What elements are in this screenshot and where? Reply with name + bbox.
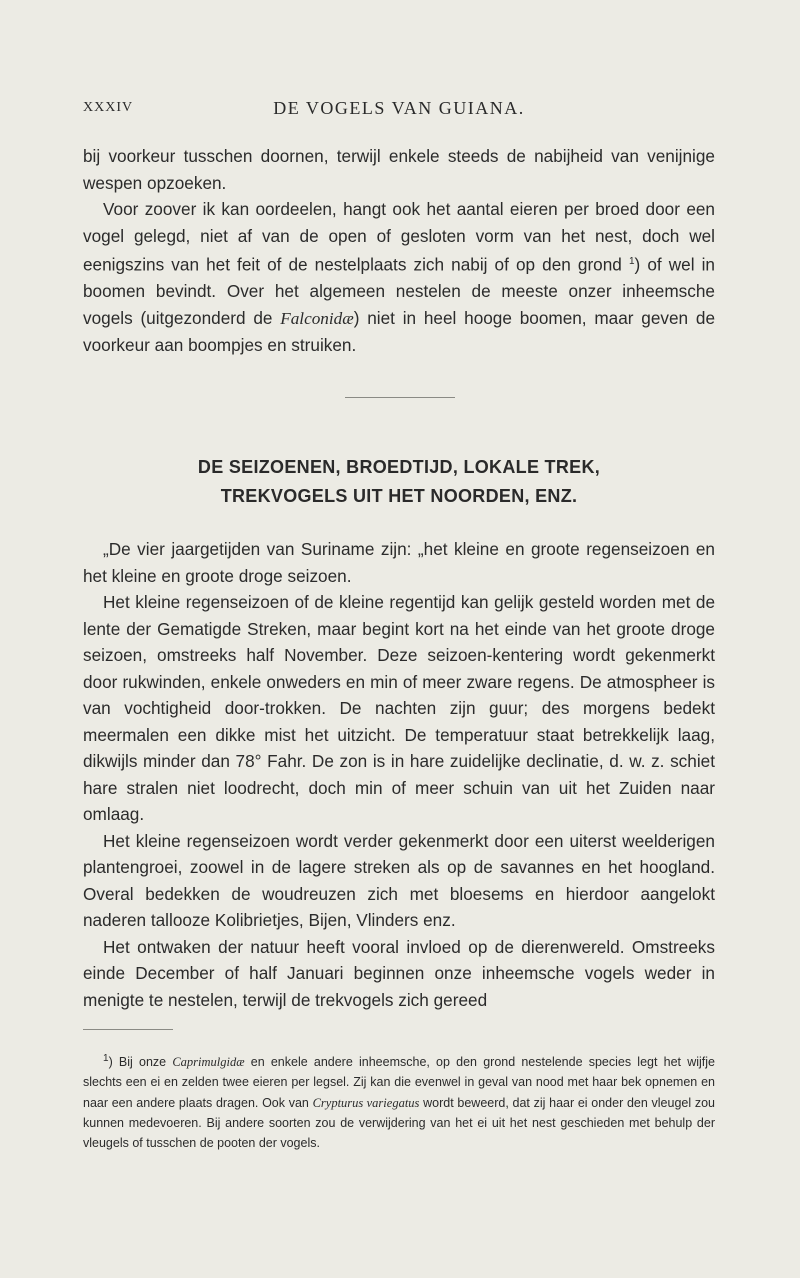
- paragraph: „De vier jaargetijden van Suriname zijn: „het kleine en groote regenseizoen en het kleine en groote droge seizoen.: [83, 539, 715, 586]
- running-title: DE VOGELS VAN GUIANA.: [273, 98, 525, 118]
- paragraph-nesting: [83, 196, 715, 359]
- footnote-rule: [83, 1029, 173, 1030]
- footnote: [83, 1049, 715, 1153]
- paragraph-continuation: bij voorkeur tusschen doornen, terwijl enkele steeds de nabijheid van venijnige wespen opzoeken.: [83, 146, 715, 193]
- paragraph: Het kleine regenseizoen wordt verder gekenmerkt door een uiterst weelderigen plantengroei, zoowel in de lagere streken als op de savannes en het hoogland. Overal bedekken de woudreuzen zich met bloesems en hierdoor aangelokt naderen tallooze Kolibrietjes, Bijen, Vlinders enz.: [83, 830, 715, 930]
- footnote-segment: ) Bij onze: [108, 1055, 173, 1070]
- page-number: XXXIV: [83, 100, 134, 115]
- section-heading: [83, 453, 715, 511]
- main-text: [83, 536, 715, 1013]
- paragraph: Het kleine regenseizoen of de kleine regentijd kan gelijk gesteld worden met de lente der Gematigde Streken, maar begint kort na het einde van het groote droge seizoen, omstreeks half November. Deze seizoen-kentering wordt gekenmerkt door rukwinden, enkele onweders en min of meer zware regens. De atmospheer is van vochtigheid door-trokken. De nachten zijn guur; des morgens bedekt meermalen een dikke mist het uitzicht. De temperatuur staat betrekkelijk laag, dikwijls minder dan 78° Fahr. De zon is in hare zuidelijke declinatie, d. w. z. schiet hare stralen niet loodrecht, doch min of meer schuin van uit het Zuiden naar omlaag.: [83, 592, 715, 824]
- paragraph-text: Voor zoover ik kan oordeelen, hangt ook het aantal eieren per broed door een vogel gelegd, niet af van de open of gesloten vorm van het nest, doch wel eenigszins van het feit of de nestelplaats zich nabij of op den grond: [83, 199, 715, 275]
- paragraph-text: ) of wel in boomen bevindt. Over het algemeen nestelen de meeste onzer inheemsche vogels (uitgezonderd de: [83, 254, 715, 328]
- paragraph-text: ) niet in heel hooge boomen, maar geven de voorkeur aan boompjes en struiken.: [83, 307, 716, 356]
- footnote-segment: en enkele andere inheemsche, op den grond nestelende species legt het wijfje slechts een ei en zelden twee eieren per legsel. Zij kan die evenwel in geval van nood met haar bek opnemen en naar een andere plaats dragen. Ook van: [83, 1055, 715, 1110]
- section-divider: [345, 397, 455, 398]
- taxon-name: Crypturus variegatus: [312, 1095, 420, 1110]
- taxon-name: Caprimulgidæ: [172, 1055, 245, 1070]
- running-head: [83, 98, 715, 124]
- taxon-name: Falconidæ: [280, 308, 354, 328]
- heading-line: DE SEIZOENEN, BROEDTIJD, LOKALE TREK,: [197, 457, 601, 477]
- footnote-reference: 1: [628, 256, 635, 267]
- footnote-segment: wordt beweerd, dat zij haar ei onder den vleugel zou kunnen medevoeren. Bij andere soorten zou de verwijdering van het ei uit het nest geschieden met behulp der vleugels of tusschen de pooten der vogels.: [83, 1095, 715, 1150]
- footnote-text: [83, 1049, 715, 1153]
- footnote-marker: 1: [103, 1053, 109, 1064]
- heading-line: TREKVOGELS UIT HET NOORDEN, ENZ.: [220, 486, 578, 506]
- paragraph: Het ontwaken der natuur heeft vooral invloed op de dierenwereld. Omstreeks einde December of half Januari beginnen onze inheemsche vogels weder in menigte te nestelen, terwijl de trekvogels zich gereed: [83, 936, 715, 1010]
- intro-text: [83, 143, 715, 359]
